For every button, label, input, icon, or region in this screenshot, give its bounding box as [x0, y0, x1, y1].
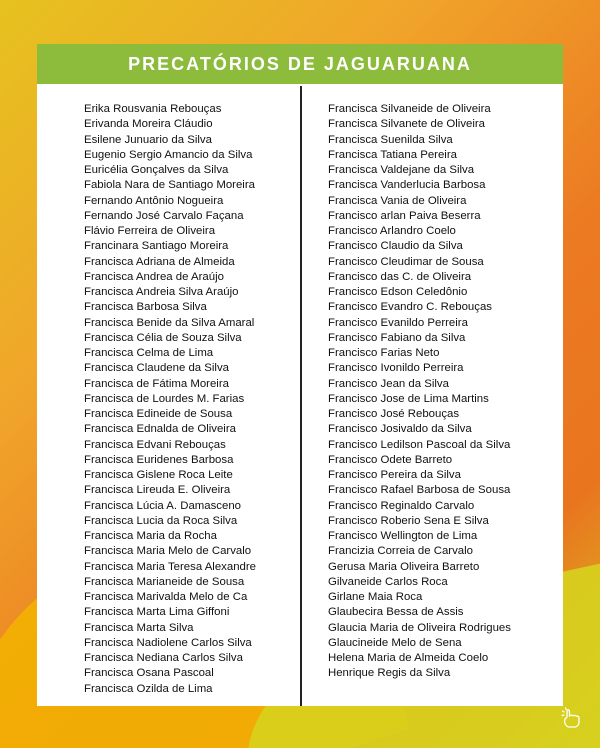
name-list-item: Francisco Jean da Silva [328, 377, 449, 390]
name-list-item: Francisca Maria da Rocha [84, 530, 217, 542]
name-list-item: Francisco Rafael Barbosa de Sousa [328, 484, 511, 497]
name-list-item: Francisca Lúcia A. Damasceno [84, 499, 242, 512]
name-list-item: Francisca Celma de Lima [84, 347, 214, 359]
name-list-item: Francisco Odete Barreto [328, 453, 453, 466]
column-divider [300, 86, 302, 706]
name-list-item: Francisco Arlandro Coelo [328, 225, 456, 237]
name-list-item: Francisca Benide da Silva Amaral [84, 316, 255, 329]
left-name-list [84, 102, 256, 697]
name-list-item: Fernando José Carvalo Façana [84, 209, 244, 222]
name-list-item: Francisca Edineide de Sousa [84, 408, 233, 420]
name-list-item: Francisco Wellington de Lima [328, 530, 478, 542]
name-list-item: Glaucia Maria de Oliveira Rodrigues [328, 621, 511, 634]
page-title: PRECATÓRIOS DE JAGUARUANA [128, 53, 472, 74]
name-list-item: Francisca Nadiolene Carlos Silva [84, 636, 252, 649]
name-list-item: Glaucineide Melo de Sena [328, 636, 462, 649]
name-list-item: Francisca Barbosa Silva [84, 301, 207, 314]
name-list-item: Francisco das C. de Oliveira [328, 270, 472, 283]
name-list-item: Francisco Cleudimar de Sousa [328, 255, 484, 268]
name-list-item: Francisca Vanderlucia Barbosa [328, 179, 486, 192]
right-name-list [328, 102, 511, 682]
name-list-item: Francisca Lireuda E. Oliveira [84, 484, 231, 497]
name-list-item: Francisca Lucia da Roca Silva [84, 514, 238, 527]
name-list-item: Francisca Marta Silva [84, 621, 194, 634]
name-list-item: Francisco José Rebouças [328, 408, 460, 420]
name-list-item: Francisco Evandro C. Rebouças [328, 301, 492, 314]
name-list-item: Francisco Jose de Lima Martins [328, 392, 489, 405]
names-card [37, 44, 563, 706]
name-list-item: Erivanda Moreira Cláudio [84, 118, 213, 131]
name-list-item: Francisca Silvanete de Oliveira [328, 118, 486, 131]
name-list-item: Francisca Andreia Silva Araújo [84, 286, 239, 298]
name-list-item: Francisca de Fátima Moreira [84, 377, 229, 390]
name-list-item: Francisco Pereira da Silva [328, 469, 461, 481]
name-list-item: Francisca Euridenes Barbosa [84, 453, 234, 466]
name-list-item: Flávio Ferreira de Oliveira [84, 225, 216, 237]
name-list-item: Gerusa Maria Oliveira Barreto [328, 560, 480, 573]
name-list-item: Francisca Vania de Oliveira [328, 194, 467, 207]
name-list-item: Francisco Farias Neto [328, 347, 440, 359]
name-list-item: Fernando Antônio Nogueira [84, 194, 224, 207]
name-list-item: Francisca Claudene da Silva [84, 362, 229, 375]
name-list-item: Francisca Marta Lima Giffoni [84, 606, 230, 619]
title-banner [37, 44, 563, 84]
name-list-item: Esilene Junuario da Silva [84, 133, 212, 146]
name-list-item: Francisco Roberio Sena E Silva [328, 514, 489, 527]
name-list-item: Francisca Ozilda de Lima [84, 682, 213, 695]
name-list-item: Francisca Osana Pascoal [84, 667, 214, 680]
name-list-item: Francisca Suenilda Silva [328, 133, 453, 146]
name-list-item: Gilvaneide Carlos Roca [328, 575, 448, 588]
name-list-item: Francinara Santiago Moreira [84, 240, 229, 253]
name-list-item: Francisco Ivonildo Perreira [328, 362, 464, 375]
name-list-item: Henrique Regis da Silva [328, 667, 451, 680]
name-list-item: Fabiola Nara de Santiago Moreira [84, 179, 255, 192]
name-list-item: Francisca Edvani Rebouças [84, 438, 226, 451]
name-list-item: Francisco Evanildo Perreira [328, 316, 468, 329]
name-list-item: Francisca Célia de Souza Silva [84, 331, 242, 344]
name-list-item: Francisca Nediana Carlos Silva [84, 652, 243, 664]
name-list-item: Francisco Claudio da Silva [328, 240, 463, 253]
hand-pointer-icon [560, 706, 584, 730]
name-list-item: Francisca de Lourdes M. Farias [84, 392, 245, 405]
name-list-item: Francisco Fabiano da Silva [328, 331, 466, 344]
name-list-item: Helena Maria de Almeida Coelo [328, 652, 489, 664]
name-list-item: Francisca Andrea de Araújo [84, 270, 224, 283]
name-list-item: Girlane Maia Roca [328, 591, 423, 603]
name-list-item: Francisca Silvaneide de Oliveira [328, 103, 491, 115]
name-list-item: Francisca Marivalda Melo de Ca [84, 591, 248, 603]
name-list-item: Francisca Tatiana Pereira [328, 148, 457, 161]
name-list-item: Glaubecira Bessa de Assis [328, 606, 464, 619]
name-list-item: Francisco Josivaldo da Silva [328, 423, 472, 436]
name-list-item: Francisco Ledilson Pascoal da Silva [328, 438, 511, 451]
name-list-item: Francizia Correia de Carvalo [328, 545, 473, 558]
name-list-item: Francisco Reginaldo Carvalo [328, 499, 475, 512]
name-list-item: Francisca Marianeide de Sousa [84, 575, 245, 588]
name-list-item: Eugenio Sergio Amancio da Silva [84, 148, 253, 161]
name-list-item: Francisca Valdejane da Silva [328, 164, 475, 176]
name-list-item: Francisca Ednalda de Oliveira [84, 423, 236, 436]
name-list-item: Francisca Gislene Roca Leite [84, 469, 233, 481]
name-list-item: Francisco Edson Celedônio [328, 286, 468, 298]
name-list-item: Francisca Maria Teresa Alexandre [84, 560, 256, 573]
name-list-item: Francisco arlan Paiva Beserra [328, 209, 481, 222]
name-list-item: Erika Rousvania Rebouças [84, 103, 222, 115]
name-list-item: Euricélia Gonçalves da Silva [84, 164, 229, 176]
name-list-item: Francisca Adriana de Almeida [84, 255, 235, 268]
name-list-item: Francisca Maria Melo de Carvalo [84, 545, 252, 558]
